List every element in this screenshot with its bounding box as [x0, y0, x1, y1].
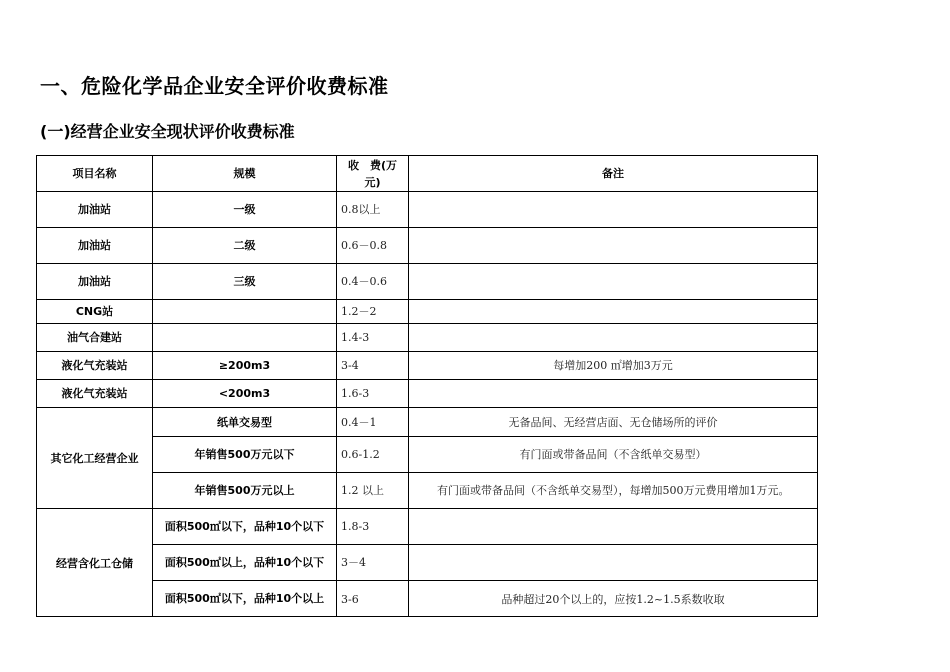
- table-row: [37, 581, 818, 617]
- table-row: [37, 545, 818, 581]
- cell-note: [409, 380, 818, 408]
- cell-note: 无备品间、无经营店面、无仓储场所的评价: [409, 408, 818, 437]
- cell-name: 加油站: [37, 228, 153, 264]
- cell-note: [409, 545, 818, 581]
- group-name-chemical-storage: 经营含化工仓储: [37, 509, 153, 617]
- cell-scale: 面积500㎡以下，品种10个以下: [153, 509, 337, 545]
- cell-note: 品种超过20个以上的，应按1.2~1.5系数收取: [409, 581, 818, 617]
- cell-note: [409, 509, 818, 545]
- cell-name: 加油站: [37, 192, 153, 228]
- cell-note: 有门面或带备品间（不含纸单交易型），每增加500万元费用增加1万元。: [409, 473, 818, 509]
- fee-table: [36, 155, 818, 617]
- table-row: [37, 473, 818, 509]
- cell-scale: 一级: [153, 192, 337, 228]
- table-row: [37, 264, 818, 300]
- table-row: [37, 380, 818, 408]
- cell-fee: 3-4: [337, 352, 409, 380]
- cell-fee: 0.6-1.2: [337, 437, 409, 473]
- table-row: [37, 192, 818, 228]
- cell-scale: 年销售500万元以上: [153, 473, 337, 509]
- cell-note: [409, 264, 818, 300]
- cell-note: 每增加200 ㎡增加3万元: [409, 352, 818, 380]
- header-fee: 收 费(万元): [337, 156, 409, 192]
- cell-scale: 二级: [153, 228, 337, 264]
- cell-note: [409, 228, 818, 264]
- cell-scale: [153, 324, 337, 352]
- header-note: 备注: [409, 156, 818, 192]
- header-name: 项目名称: [37, 156, 153, 192]
- table-row: [37, 324, 818, 352]
- cell-fee: 3－4: [337, 545, 409, 581]
- cell-fee: 0.4－1: [337, 408, 409, 437]
- cell-scale: 纸单交易型: [153, 408, 337, 437]
- cell-scale: 三级: [153, 264, 337, 300]
- cell-note: 有门面或带备品间（不含纸单交易型）: [409, 437, 818, 473]
- group-name-chemical-trading: 其它化工经营企业: [37, 408, 153, 509]
- table-row: [37, 352, 818, 380]
- cell-fee: 0.8以上: [337, 192, 409, 228]
- table-row: [37, 437, 818, 473]
- cell-fee: 1.4-3: [337, 324, 409, 352]
- cell-fee: 1.6-3: [337, 380, 409, 408]
- cell-scale: 年销售500万元以下: [153, 437, 337, 473]
- cell-fee: 0.4－0.6: [337, 264, 409, 300]
- table-row: [37, 509, 818, 545]
- cell-name: 液化气充装站: [37, 380, 153, 408]
- cell-name: 油气合建站: [37, 324, 153, 352]
- section-title: (一)经营企业安全现状评价收费标准: [40, 122, 295, 141]
- cell-scale: [153, 300, 337, 324]
- table-row: [37, 300, 818, 324]
- cell-note: [409, 300, 818, 324]
- cell-scale: 面积500㎡以下，品种10个以上: [153, 581, 337, 617]
- header-scale: 规模: [153, 156, 337, 192]
- cell-fee: 3-6: [337, 581, 409, 617]
- cell-scale: 面积500㎡以上，品种10个以下: [153, 545, 337, 581]
- cell-note: [409, 192, 818, 228]
- cell-scale: <200m3: [153, 380, 337, 408]
- cell-fee: 1.2－2: [337, 300, 409, 324]
- cell-fee: 1.8-3: [337, 509, 409, 545]
- page-title: 一、危险化学品企业安全评价收费标准: [40, 74, 389, 98]
- cell-scale: ≥200m3: [153, 352, 337, 380]
- cell-name: CNG站: [37, 300, 153, 324]
- cell-name: 加油站: [37, 264, 153, 300]
- table-row: [37, 408, 818, 437]
- cell-name: 液化气充装站: [37, 352, 153, 380]
- table-row: [37, 228, 818, 264]
- cell-fee: 1.2 以上: [337, 473, 409, 509]
- cell-note: [409, 324, 818, 352]
- cell-fee: 0.6－0.8: [337, 228, 409, 264]
- table-header-row: [37, 156, 818, 192]
